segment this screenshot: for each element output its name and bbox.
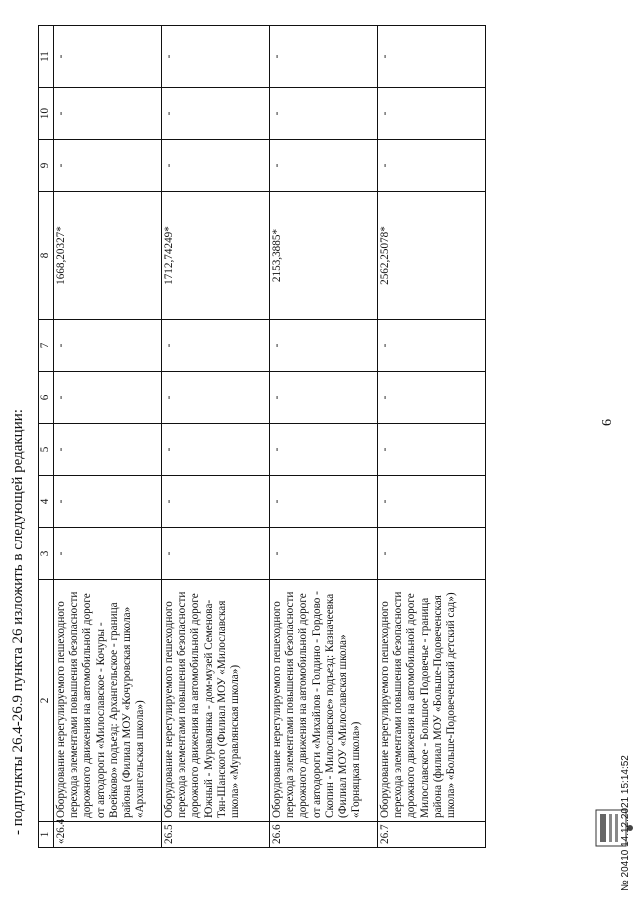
cell-c10: -	[162, 88, 270, 140]
cell-c9: -	[270, 140, 378, 192]
cell-c6: -	[270, 372, 378, 424]
cell-c7: -	[378, 320, 486, 372]
cell-c11: -	[162, 26, 270, 88]
col-header-8: 8	[39, 192, 54, 320]
intro-text: - подпункты 26.4-26.9 пункта 26 изложить в следующей редакции:	[10, 409, 26, 835]
header-row	[39, 26, 54, 848]
cell-c7: -	[270, 320, 378, 372]
table-row	[378, 26, 486, 848]
row-number: 26.7	[378, 822, 486, 848]
cell-c3: -	[54, 528, 162, 580]
cell-c10: -	[270, 88, 378, 140]
col-header-9: 9	[39, 140, 54, 192]
row-description: Оборудование нерегулируемого пешеходного перехода элементами повышения безопасности дорожного движения на автомобильной дороге Южный - Муравлянка - дом-музей Семенова-Тян-Шанского (Филиал МОУ «Милославская школа» «Муравлянская школа»)	[162, 580, 270, 822]
cell-c3: -	[162, 528, 270, 580]
cell-c4: -	[270, 476, 378, 528]
cell-amount: 1712,74249*	[162, 192, 270, 320]
col-header-11: 11	[39, 26, 54, 88]
col-header-3: 3	[39, 528, 54, 580]
cell-c4: -	[378, 476, 486, 528]
cell-c5: -	[162, 424, 270, 476]
table-row	[54, 26, 162, 848]
cell-c5: -	[378, 424, 486, 476]
cell-c6: -	[162, 372, 270, 424]
cell-c5: -	[270, 424, 378, 476]
row-number: 26.6	[270, 822, 378, 848]
cell-c10: -	[54, 88, 162, 140]
cell-c11: -	[54, 26, 162, 88]
cell-c9: -	[378, 140, 486, 192]
row-number: «26.4	[54, 822, 162, 848]
cell-amount: 2562,25078*	[378, 192, 486, 320]
cell-c6: -	[378, 372, 486, 424]
row-description: Оборудование нерегулируемого пешеходного перехода элементами повышения безопасности дорожного движения на автомобильной дороге Милославское - Большое Подовечье - граница района (филиал МОУ «Больше-Подовеченская школа» «Больше-Подовеченский детский сад»)	[378, 580, 486, 822]
row-description: Оборудование нерегулируемого пешеходного перехода элементами повышения безопасности дорожного движения на автомобильной дороге от автодороги «Милославское - Кочуры - Воейково» подъезд: Архангельское - граница района (Филиал МОУ «Кочуровская школа» «Архангельская школа»)	[54, 580, 162, 822]
cell-c5: -	[54, 424, 162, 476]
col-header-1: 1	[39, 822, 54, 848]
cell-c4: -	[54, 476, 162, 528]
table-row	[162, 26, 270, 848]
cell-c11: -	[378, 26, 486, 88]
cell-c9: -	[54, 140, 162, 192]
cell-c3: -	[270, 528, 378, 580]
cell-amount: 2153,3885*	[270, 192, 378, 320]
col-header-6: 6	[39, 372, 54, 424]
table-row	[270, 26, 378, 848]
row-number: 26.5	[162, 822, 270, 848]
page-number: 6	[600, 419, 615, 426]
col-header-7: 7	[39, 320, 54, 372]
cell-c11: -	[270, 26, 378, 88]
col-header-10: 10	[39, 88, 54, 140]
cell-c3: -	[378, 528, 486, 580]
col-header-5: 5	[39, 424, 54, 476]
cell-c7: -	[162, 320, 270, 372]
cell-amount: 1668,20327*	[54, 192, 162, 320]
cell-c10: -	[378, 88, 486, 140]
cell-c9: -	[162, 140, 270, 192]
col-header-4: 4	[39, 476, 54, 528]
row-description: Оборудование нерегулируемого пешеходного перехода элементами повышения безопасности дорожного движения на автомобильной дороге от автодороги «Михайлов - Голдино - Гордово - Скопин - Милославское» подъезд: Казначеевка (Филиал МОУ «Милославская школа» «Горняцкая школа»)	[270, 580, 378, 822]
cell-c7: -	[54, 320, 162, 372]
cell-c4: -	[162, 476, 270, 528]
cell-c6: -	[54, 372, 162, 424]
data-table	[38, 25, 486, 848]
document-footer: № 20410 14.12.2021 15:14:52	[620, 755, 631, 891]
col-header-2: 2	[39, 580, 54, 822]
